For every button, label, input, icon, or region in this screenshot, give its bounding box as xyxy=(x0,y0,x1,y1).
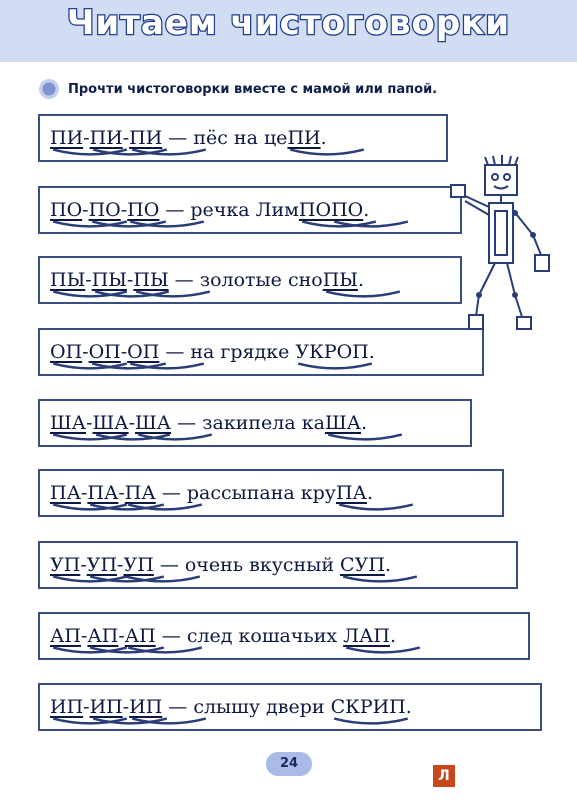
syllable: ПЫ xyxy=(92,269,127,291)
syllable: ША xyxy=(93,412,129,434)
phrase-segment: . xyxy=(357,269,365,291)
phrase-segment: - xyxy=(80,482,88,504)
tongue-twister-card-2 xyxy=(38,186,462,234)
phrase-segment: - xyxy=(120,199,128,221)
page-title: Читаем чистоговорки xyxy=(66,3,511,43)
syllable-arc xyxy=(129,717,209,725)
phrase-segment: . xyxy=(363,199,370,221)
phrase-text xyxy=(50,412,367,434)
syllable: ПИ xyxy=(50,127,83,149)
syllable: ПА xyxy=(125,482,156,504)
syllable: ША xyxy=(135,412,171,434)
phrase-text xyxy=(50,269,364,291)
syllable: УП xyxy=(50,554,80,576)
phrase-segment: - xyxy=(122,696,130,718)
syllable-arc xyxy=(343,646,423,654)
phrase-segment: - xyxy=(126,269,134,291)
syllable: АП xyxy=(50,625,81,647)
page-number: 24 xyxy=(266,752,312,776)
syllable: ПЫ xyxy=(50,269,85,291)
phrase-text xyxy=(50,341,375,363)
phrase-segment: . xyxy=(361,412,368,434)
tongue-twister-card-8 xyxy=(38,612,530,660)
syllable: УКРОП xyxy=(295,341,368,363)
phrase-segment: . xyxy=(384,554,391,576)
phrase-segment: . xyxy=(405,696,412,718)
syllable: ПЫ xyxy=(323,269,358,291)
phrase-segment: - xyxy=(118,625,125,647)
syllable: ОП xyxy=(89,341,121,363)
phrase-segment: - xyxy=(120,341,128,363)
phrase-segment: - xyxy=(86,412,93,434)
phrase-segment: . xyxy=(366,482,373,504)
tongue-twister-card-5 xyxy=(38,399,472,447)
syllable-arc xyxy=(331,220,411,228)
syllable: ПА xyxy=(336,482,367,504)
phrase-text xyxy=(50,554,391,576)
syllable: УП xyxy=(123,554,153,576)
sun-bullet-icon xyxy=(38,78,60,100)
syllable-arc xyxy=(323,290,403,298)
syllable: ЛАП xyxy=(343,625,390,647)
syllable: ПА xyxy=(87,482,118,504)
syllable-arc xyxy=(135,433,215,441)
syllable: ОП xyxy=(127,341,159,363)
syllable-arc xyxy=(129,148,209,156)
syllable: ПО xyxy=(50,199,82,221)
phrase-segment: - xyxy=(80,554,87,576)
syllable: СУП xyxy=(340,554,385,576)
syllable: УП xyxy=(87,554,117,576)
phrase-segment: — очень вкусный xyxy=(153,554,341,576)
tongue-twister-card-7 xyxy=(38,541,518,589)
phrase-segment: . xyxy=(368,341,375,363)
phrase-text xyxy=(50,199,369,221)
syllable: ПИ xyxy=(287,127,320,149)
watermark-logo: Л xyxy=(433,765,455,787)
syllable-arc xyxy=(133,290,213,298)
syllable: ОП xyxy=(50,341,82,363)
syllable: ПА xyxy=(50,482,81,504)
syllable-arc xyxy=(336,503,416,511)
phrase-segment: - xyxy=(128,412,135,434)
instruction xyxy=(38,78,558,100)
syllable-arc xyxy=(123,575,203,583)
phrase-segment: — пёс на це xyxy=(162,127,288,149)
phrase-segment: — на грядке xyxy=(159,341,296,363)
syllable-arc xyxy=(287,148,367,156)
syllable-arc xyxy=(295,362,375,370)
header-wave xyxy=(0,44,577,66)
page-header xyxy=(0,0,577,62)
syllable: АП xyxy=(125,625,156,647)
phrase-text xyxy=(50,127,327,149)
syllable-arc xyxy=(127,220,207,228)
syllable: ПО xyxy=(299,199,331,221)
syllable: ПИ xyxy=(90,127,123,149)
phrase-segment: - xyxy=(82,199,89,221)
phrase-segment: - xyxy=(80,625,88,647)
syllable-arc xyxy=(125,503,205,511)
syllable-arc xyxy=(325,433,405,441)
tongue-twister-card-1 xyxy=(38,114,448,162)
syllable: ША xyxy=(325,412,361,434)
phrase-segment: - xyxy=(122,127,130,149)
syllable-arc xyxy=(125,646,205,654)
robot-illustration xyxy=(445,155,565,345)
syllable-arc xyxy=(127,362,207,370)
phrase-segment: . xyxy=(389,625,397,647)
syllable: ПО xyxy=(331,199,363,221)
phrase-text xyxy=(50,482,373,504)
syllable: АП xyxy=(87,625,118,647)
syllable: ША xyxy=(50,412,86,434)
syllable: ПИ xyxy=(129,127,162,149)
syllable: ПЫ xyxy=(133,269,168,291)
syllable: ПО xyxy=(127,199,159,221)
phrase-segment: — рассыпана кру xyxy=(155,482,336,504)
phrase-segment: . xyxy=(320,127,327,149)
syllable-arc xyxy=(340,575,420,583)
syllable: ИП xyxy=(129,696,162,718)
syllable-arc xyxy=(331,717,411,725)
phrase-text xyxy=(50,625,396,647)
phrase-segment: — закипела ка xyxy=(171,412,325,434)
phrase-segment: — слышу двери xyxy=(162,696,331,718)
syllable: ИП xyxy=(90,696,123,718)
phrase-segment: — след кошачьих xyxy=(155,625,344,647)
instruction-text: Прочти чистоговорки вместе с мамой или папой. xyxy=(68,81,438,97)
phrase-segment: — золотые сно xyxy=(168,269,323,291)
tongue-twister-card-9 xyxy=(38,683,542,731)
syllable: ИП xyxy=(50,696,83,718)
syllable: СКРИП xyxy=(331,696,406,718)
phrase-segment: - xyxy=(83,127,90,149)
tongue-twister-card-4 xyxy=(38,328,484,376)
phrase-segment: - xyxy=(83,696,90,718)
phrase-text xyxy=(50,696,412,718)
tongue-twister-card-6 xyxy=(38,469,504,517)
phrase-segment: — речка Лим xyxy=(159,199,299,221)
phrase-segment: - xyxy=(82,341,89,363)
phrase-segment: - xyxy=(117,554,124,576)
tongue-twister-card-3 xyxy=(38,256,462,304)
phrase-segment: - xyxy=(118,482,125,504)
phrase-segment: - xyxy=(85,269,92,291)
syllable: ПО xyxy=(89,199,121,221)
